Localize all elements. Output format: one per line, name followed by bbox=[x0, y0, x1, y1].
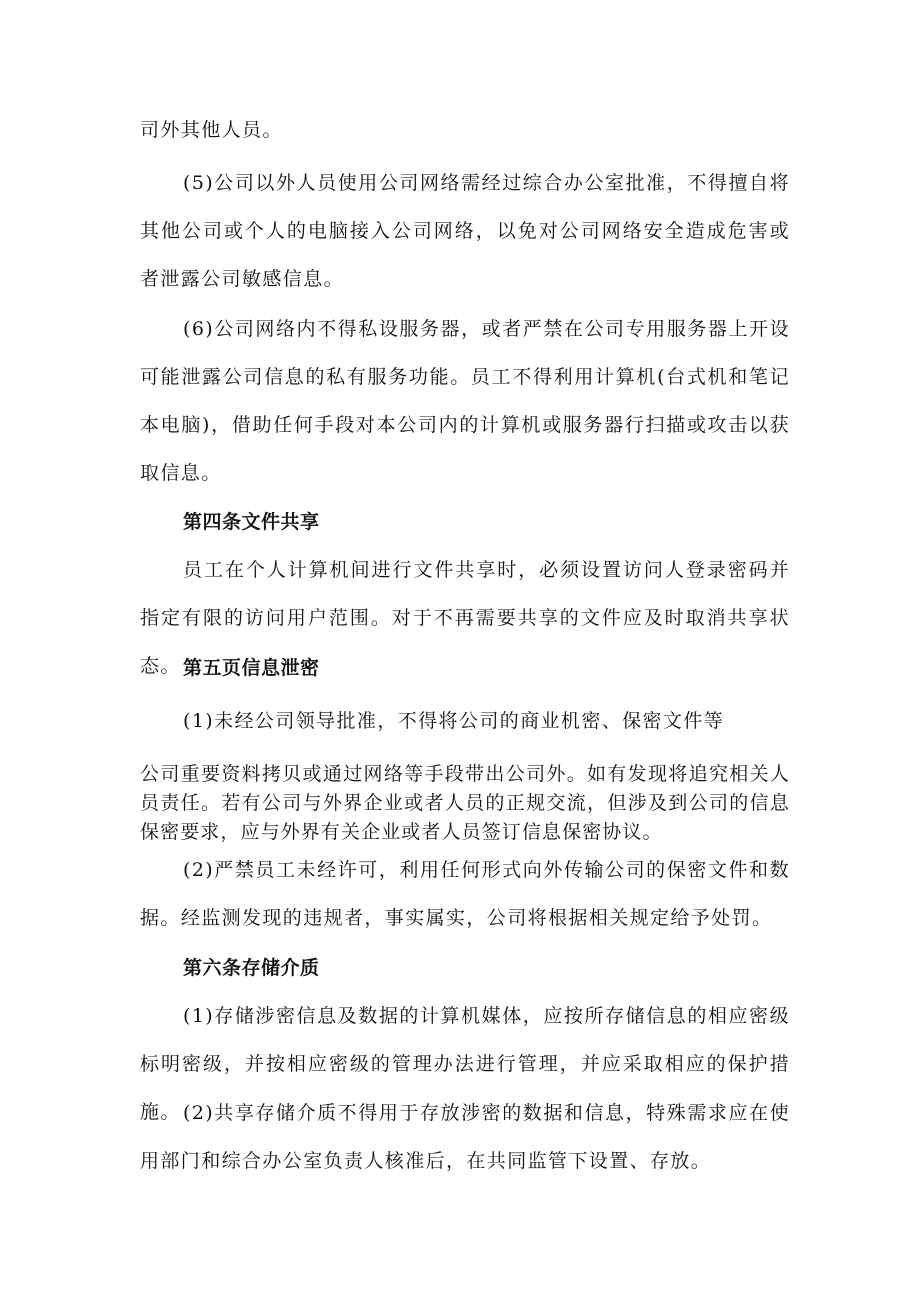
paragraph-storage-2: (2)共享存储介质不得用于存放涉密的数据和信息，特殊需求应在使用部门和综合办公室负责人核准后，在共同监管下设置、存放。 bbox=[140, 1102, 790, 1172]
paragraph-continued: 司外其他人员。 bbox=[140, 119, 283, 141]
heading-article-4: 第四条文件共享 bbox=[183, 511, 320, 533]
heading-article-5: 第五页信息泄密 bbox=[183, 657, 320, 679]
paragraph-item-5: (5)公司以外人员使用公司网络需经过综合办公室批准，不得擅自将其他公司或个人的电脑接入公司网络，以免对公司网络安全造成危害或者泄露公司敏感信息。 bbox=[140, 172, 790, 290]
paragraph-item-6: (6)公司网络内不得私设服务器，或者严禁在公司专用服务器上开设可能泄露公司信息的私有服务功能。员工不得利用计算机(台式机和笔记本电脑)，借助任何手段对本公司内的计算机或服务器行扫描或攻击以获取信息。 bbox=[140, 318, 790, 484]
paragraph-storage-1: (1)存储涉密信息及数据的计算机媒体，应按所存储信息的相应密级标明密级，并按相应密级的管理办法进行管理，并应采取相应的保护措施。 bbox=[140, 1005, 790, 1123]
heading-article-6: 第六条存储介质 bbox=[183, 957, 320, 979]
paragraph-leak-2: (2)严禁员工未经许可，利用任何形式向外传输公司的保密文件和数据。经监测发现的违规者，事实属实，公司将根据相关规定给予处罚。 bbox=[140, 859, 790, 929]
paragraph-leak-1-first-line: (1)未经公司领导批准，不得将公司的商业机密、保密文件等 bbox=[183, 710, 725, 732]
paragraph-file-share: 员工在个人计算机间进行文件共享时，必须设置访问人登录密码并指定有限的访问用户范围。对于不再需要共享的文件应及时取消共享状态。 bbox=[140, 559, 790, 677]
paragraph-leak-1-rest: 公司重要资料拷贝或通过网络等手段带出公司外。如有发现将追究相关人员责任。若有公司与外界企业或者人员的正规交流，但涉及到公司的信息保密要求，应与外界有关企业或者人员签订信息保密协议。 bbox=[140, 763, 790, 843]
